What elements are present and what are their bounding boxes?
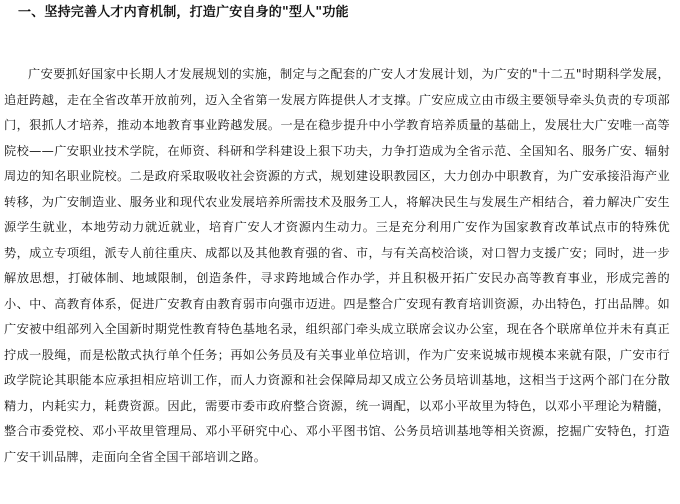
body-paragraph: 广安要抓好国家中长期人才发展规划的实施，制定与之配套的广安人才发展计划，为广安的"十二五"时期科学发展，追赶跨越，走在全省改革开放前列，迈入全省第一发展方阵提供人才支撑。广安应成立由市级主要领导牵头负责的专项部门，狠抓人才培养，推动本地教育事业跨越发展。一是在稳步提升中小学教育培养质量的基础上，发展壮大广安唯一高等院校——广安职业技术学院，在师资、科研和学科建设上狠下功夫，力争打造成为全省示范、全国知名、服务广安、辐射周边的知名职业院校。二是政府采取吸收社会资源的方式，规划建设职教园区，大力创办中职教育，为广安承接沿海产业转移，为广安制造业、服务业和现代农业发展培养所需技术及服务工人，将解决民生与发展生产相结合，着力解决广安生源学生就业，本地劳动力就近就业，培育广安人才资源内生动力。三是充分利用广安作为国家教育改革试点市的特殊优势，成立专项组，派专人前往重庆、成都以及其他教育强的省、市，与有关高校洽谈，对口智力支援广安；同时，进一步解放思想，打破体制、地域限制，创造条件，寻求跨地域合作办学，并且积极开拓广安民办高等教育事业，形成完善的小、中、高教育体系，促进广安教育由教育弱市向强市迈进。四是整合广安现有教育培训资源，办出特色，打出品牌。如广安被中组部列入全国新时期党性教育特色基地名录，组织部门牵头成立联席会议办公室，现在各个联席单位并未有真正拧成一股绳，而是松散式执行单个任务；再如公务员及有关事业单位培训，作为广安来说城市规模本来就有限，广安市行政学院论其职能本应承担相应培训工作，而人力资源和社会保障局却又成立公务员培训基地，这相当于这两个部门在分散精力，内耗实力，耗费资源。因此，需要市委市政府整合资源，统一调配，以邓小平故里为特色，以邓小平理论为精髓，整合市委党校、邓小平故里管理局、邓小平研究中心、邓小平图书馆、公务员培训基地等相关资源，挖掘广安特色，打造广安干训品牌，走面向全省全国干部培训之路。 — [4, 67, 670, 464]
section-heading: 一、坚持完善人才内育机制，打造广安自身的"型人"功能 — [18, 5, 349, 20]
